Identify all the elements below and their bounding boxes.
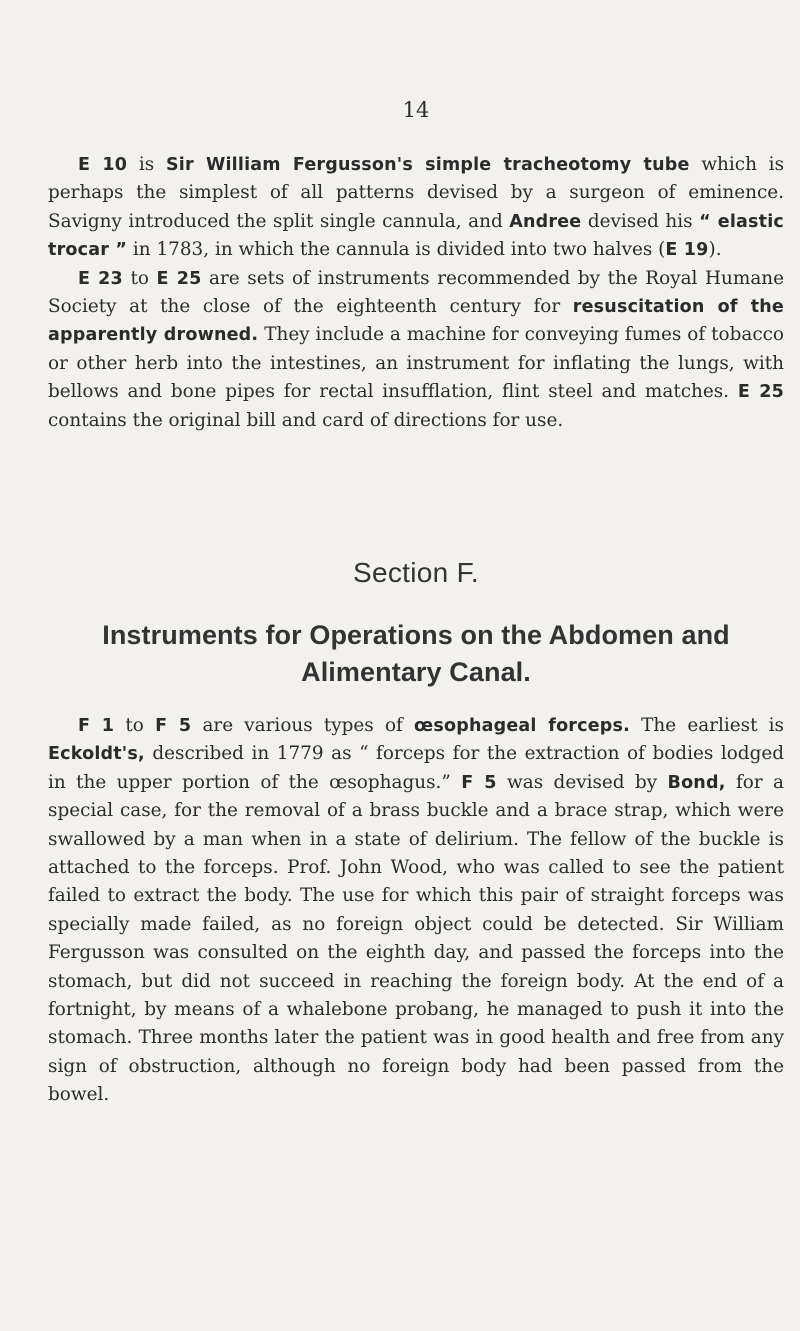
bold-term: resuscitation of the apparently drowned. (48, 297, 785, 346)
section-heading: Section F. (353, 557, 479, 588)
text-span: They include a machine for conveying fumes of tobacco or other herb into the intestines, an instrument for inflating the lungs, with bellows and bone pipes for rectal insufflation, flint steel and matches. (48, 324, 784, 403)
paragraphs-section-e (48, 151, 784, 435)
text-span: devised his (581, 210, 700, 232)
bold-term: “ elastic trocar ” (48, 211, 784, 261)
bold-term: œsophageal forceps. (414, 716, 630, 736)
bold-term: Bond, (667, 772, 726, 793)
catalogue-ref: E 10 (78, 155, 128, 175)
paragraph-e10 (48, 151, 784, 265)
text-span: which is perhaps the simplest of all patterns devised by a surgeon of eminence. Savigny introduced the split single cannula, and (48, 154, 785, 232)
main-heading: Instruments for Operations on the Abdomen and Alimentary Canal. (102, 620, 730, 687)
text-span: for a special case, for the removal of a brass buckle and a brace strap, which were swallowed by a man when in a state of delirium. The fellow of the buckle is attached to the forceps. Prof. John Wood, who was called to see the patient failed to extract the body. The use for which this pair of straight forceps was specially made failed, as no foreign object could be detected. Sir William Fergusson was consulted on the eighth day, and passed the forceps into the stomach, but did not succeed in reaching the foreign body. At the end of a fortnight, by means of a whalebone probang, he managed to push it into the stomach. Three months later the patient was in good health and free from any sign of obstruction, although no foreign body had been passed from the bowel. (48, 771, 785, 1106)
text-span: in 1783, in which the cannula is divided into two halves ( (127, 239, 666, 261)
text-span: are sets of instruments recommended by the Royal Humane Society at the close of the eighteenth century for (48, 267, 785, 318)
catalogue-ref: E 19 (665, 240, 709, 261)
paragraph-f1 (48, 712, 784, 1110)
text-span: ). (708, 239, 722, 261)
catalogue-ref: F 5 (461, 772, 497, 793)
catalogue-ref: E 23 (78, 268, 123, 289)
catalogue-ref: F 1 (78, 716, 115, 736)
bold-term: Sir William Fergusson's simple tracheotomy tube (165, 155, 690, 175)
page-number: 14 (402, 98, 430, 122)
paragraphs-section-f (48, 712, 784, 1110)
text-span: to (122, 267, 157, 289)
text-span: are various types of (191, 715, 415, 736)
bold-term: Andree (509, 211, 582, 232)
catalogue-ref: F 5 (155, 716, 192, 736)
text-span: described in 1779 as “ forceps for the extraction of bodies lodged in the upper portion of the œsophagus.” (48, 743, 784, 793)
text-span: The earliest is (629, 715, 784, 736)
paragraph-e23 (48, 265, 784, 435)
catalogue-ref: E 25 (737, 382, 785, 403)
text-span: to (114, 715, 156, 736)
text-span: was devised by (496, 771, 668, 793)
text-span: contains the original bill and card of directions for use. (48, 409, 564, 431)
bold-term: Eckoldt's, (48, 744, 145, 765)
text-span: is (127, 154, 166, 175)
catalogue-ref: E 25 (156, 268, 202, 289)
